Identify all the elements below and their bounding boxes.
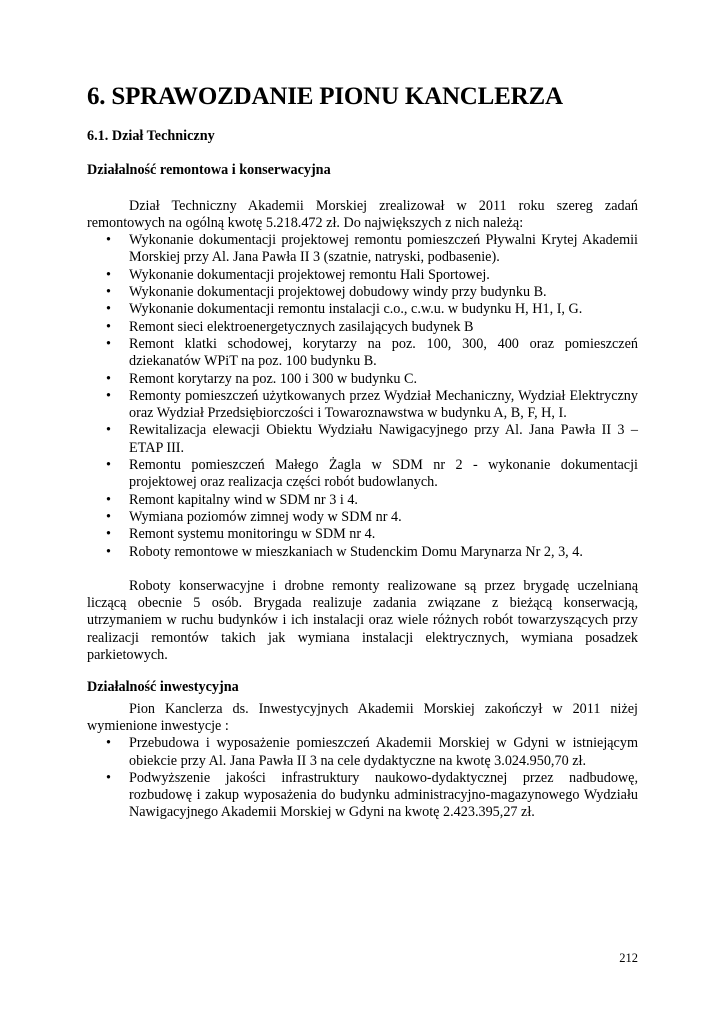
list-item-text: Roboty remontowe w mieszkaniach w Studenckim Domu Marynarza Nr 2, 3, 4. [129,543,583,560]
list-item [87,526,638,543]
list-item-text: Remontu pomieszczeń Małego Żagla w SDM nr 2 - wykonanie dokumentacji projektowej oraz realizacja części robót budowlanych. [129,457,638,491]
bullet-icon: • [106,526,111,543]
section-subtitle: 6.1. Dział Techniczny [87,128,215,144]
section1-heading: Działalność remontowa i konserwacyjna [87,162,331,179]
list-item [87,267,638,284]
list-item-text: Remont systemu monitoringu w SDM nr 4. [129,526,376,543]
list-item [87,457,638,492]
bullet-icon: • [106,387,111,404]
page-number: 212 [619,951,638,965]
list-item-text: Remonty pomieszczeń użytkowanych przez Wydział Mechaniczny, Wydział Elektryczny oraz Wydział Przedsiębiorczości i Towaroznawstwa w budynku A, B, F, H, I. [129,387,638,422]
bullet-icon: • [106,422,111,439]
list-item-text: Wykonanie dokumentacji projektowej remontu Hali Sportowej. [129,266,490,283]
list-item-text: Rewitalizacja elewacji Obiektu Wydziału Nawigacyjnego przy Al. Jana Pawła II 3 – ETAP III. [129,422,638,456]
list-item [87,422,638,457]
section2-list [87,735,638,821]
bullet-icon: • [106,508,111,525]
bullet-icon: • [106,232,111,249]
bullet-icon: • [106,769,111,786]
list-item [87,735,638,770]
bullet-icon: • [106,266,111,283]
bullet-icon: • [106,457,111,474]
section1-closing: Roboty konserwacyjne i drobne remonty realizowane są przez brygadę uczelnianą liczącą obecnie 5 osób. Brygada realizuje zadania związane z bieżącą konserwacją, utrzymaniem w ruchu budynków i ich instalacji oraz wiele różnych robót towarzyszących przy realizacji remontów takich jak wymiana instalacji elektrycznych, wymiana posadzek parkietowych. [87,577,638,664]
list-item-text: Remont sieci elektroenergetycznych zasilających budynek B [129,318,474,335]
list-item-text: Wykonanie dokumentacji projektowej dobudowy windy przy budynku B. [129,284,547,301]
list-item-text: Remont korytarzy na poz. 100 i 300 w budynku C. [129,370,418,387]
list-item [87,544,638,561]
section2-heading: Działalność inwestycyjna [87,679,239,696]
bullet-icon: • [106,318,111,335]
list-item [87,284,638,301]
list-item-text: Przebudowa i wyposażenie pomieszczeń Akademii Morskiej w Gdyni w istniejącym obiekcie przy Al. Jana Pawła II 3 na cele dydaktyczne na kwotę 3.024.950,70 zł. [129,735,638,769]
bullet-icon: • [106,301,111,318]
bullet-icon: • [106,491,111,508]
list-item-text: Remont kapitalny wind w SDM nr 3 i 4. [129,491,358,508]
section2-intro: Pion Kanclerza ds. Inwestycyjnych Akademii Morskiej zakończył w 2011 niżej wymienione inwestycje : [87,700,638,734]
list-item [87,232,638,267]
list-item [87,388,638,423]
list-item [87,371,638,388]
list-item-text: Remont klatki schodowej, korytarzy na poz. 100, 300, 400 oraz pomieszczeń dziekanatów WPiT na poz. 100 budynku B. [129,335,638,370]
bullet-icon: • [106,370,111,387]
page-title: 6. SPRAWOZDANIE PIONU KANCLERZA [87,83,563,110]
section1-intro: Dział Techniczny Akademii Morskiej zrealizował w 2011 roku szereg zadań remontowych na ogólną kwotę 5.218.472 zł. Do największych z nich należą: [87,197,638,231]
list-item [87,509,638,526]
list-item-text: Wykonanie dokumentacji projektowej remontu pomieszczeń Pływalni Krytej Akademii Morskiej przy Al. Jana Pawła II 3 (szatnie, natryski, podbasenie). [129,232,638,266]
document-page [87,80,638,822]
bullet-icon: • [106,335,111,352]
bullet-icon: • [106,543,111,560]
list-item-text: Wykonanie dokumentacji remontu instalacji c.o., c.w.u. w budynku H, H1, I, G. [129,301,583,318]
list-item [87,770,638,822]
list-item-text: Wymiana poziomów zimnej wody w SDM nr 4. [129,508,402,525]
bullet-icon: • [106,735,111,752]
list-item [87,492,638,509]
list-item-text: Podwyższenie jakości infrastruktury naukowo-dydaktycznej przez nadbudowę, rozbudowę i zakup wyposażenia do budynku administracyjno-magazynowego Wydziału Nawigacyjnego Akademii Morskiej w Gdyni na kwotę 2.423.395,27 zł. [129,769,638,821]
list-item [87,319,638,336]
list-item [87,301,638,318]
section1-list [87,232,638,561]
spacer [87,561,638,578]
bullet-icon: • [106,284,111,301]
spacer [87,664,638,679]
list-item [87,336,638,371]
